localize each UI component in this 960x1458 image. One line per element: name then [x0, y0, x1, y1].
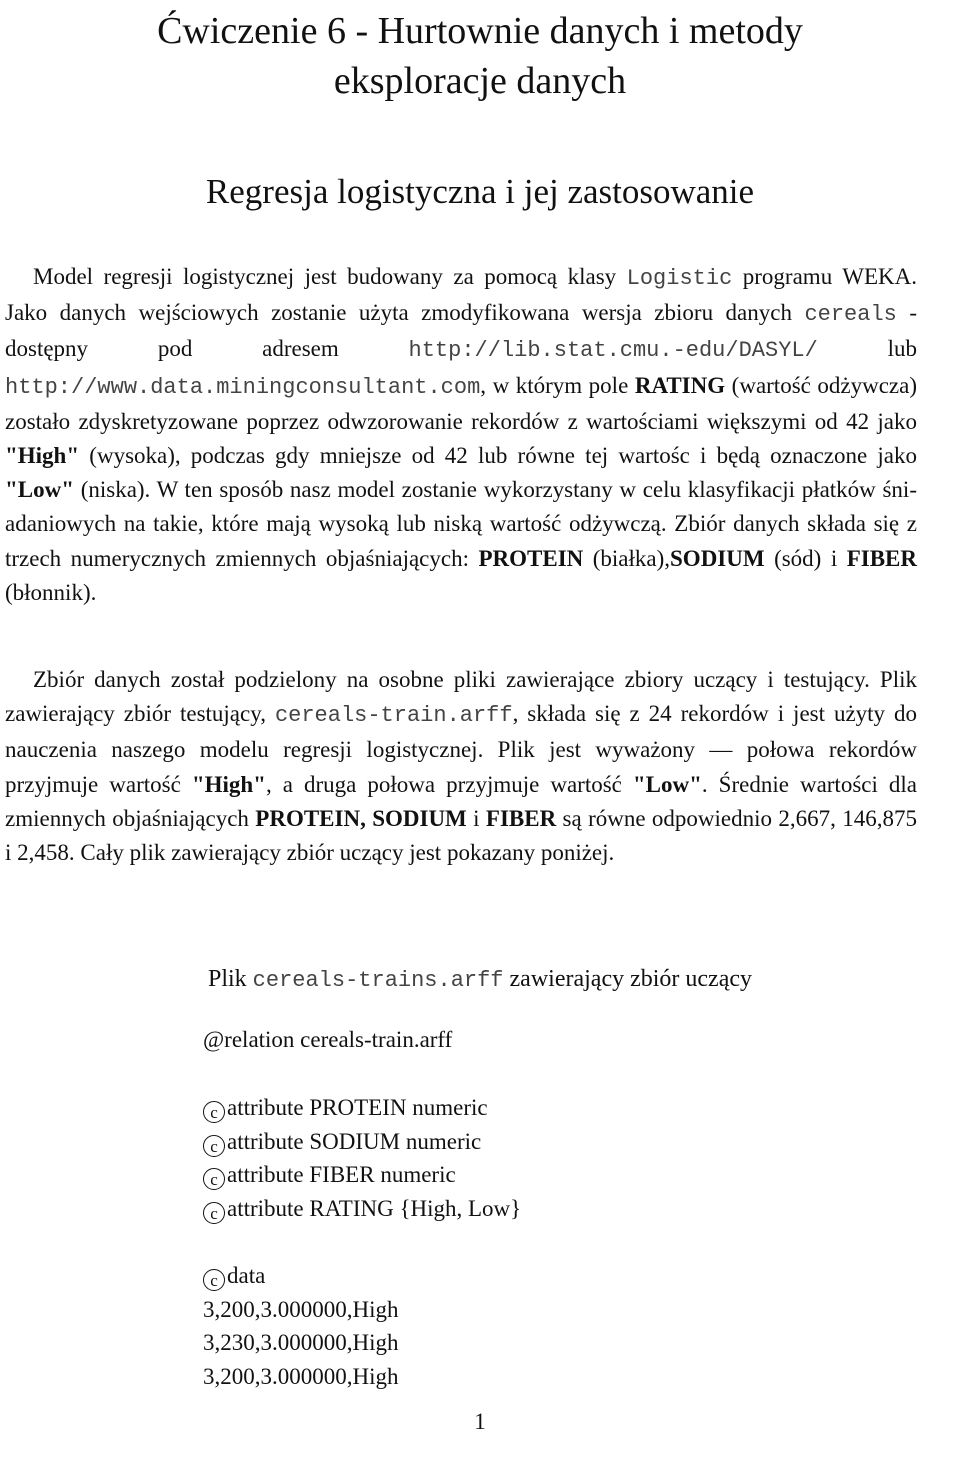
text-run: (białka), [583, 545, 671, 571]
section-title: Regresja logistyczna i jej zastosowanie [205, 172, 755, 211]
code-dataset-name: cereals [804, 302, 897, 328]
copyright-c-icon: c [203, 1168, 225, 1190]
page-number: 1 [474, 1409, 486, 1434]
arff-attribute-line [203, 1125, 521, 1159]
paragraph-intro [5, 260, 917, 610]
attribute-text: attribute PROTEIN numeric [227, 1095, 488, 1120]
bold-low: "Low" [5, 477, 74, 503]
arff-data-row: 3,200,3.000000,High [203, 1363, 399, 1389]
text-run: Zbiór danych został podzielony na osobne pliki zawierające zbiory uczący i testujący. Plik zawierający zbiór testujący, [5, 667, 917, 727]
attribute-text: attribute RATING {High, Low} [227, 1195, 522, 1221]
file-caption [0, 962, 960, 998]
bold-high: "High" [5, 443, 80, 469]
arff-relation-block [203, 1023, 452, 1057]
bold-fiber: FIBER [485, 805, 557, 831]
url-link-1[interactable]: http://lib.stat.cmu.-edu/DASYL/ [408, 338, 818, 364]
copyright-c-icon: c [203, 1101, 225, 1123]
text-run: i [466, 805, 486, 831]
copyright-c-icon: c [203, 1269, 225, 1291]
arff-attributes-block [203, 1091, 521, 1225]
text-run: Model regresji logistycznej jest budowany za pomocą klasy [33, 264, 627, 289]
text-run: . Średnie wartości dla zmiennych objaśniających [5, 771, 917, 831]
arff-data-block [203, 1259, 399, 1393]
text-run: Plik [207, 966, 253, 992]
text-run: (błonnik). [5, 579, 97, 605]
bold-fiber: FIBER [846, 545, 917, 571]
page-title [0, 6, 960, 106]
bold-low: "Low" [632, 771, 702, 797]
text-run: (wartość odżywcza) zostało zdyskretyzowane poprzez odwzorowanie rekordów z wartościami większymi od 42 jako [5, 372, 917, 434]
copyright-c-icon: c [203, 1135, 225, 1157]
arff-attribute-line [203, 1192, 521, 1226]
text-run: , w którym pole [480, 372, 635, 398]
title-line-2: eksploracje danych [333, 60, 627, 102]
title-line-1: Ćwiczenie 6 - Hurtownie danych i metody [157, 10, 803, 52]
bold-protein: PROTEIN [478, 545, 584, 571]
arff-data-row: 3,200,3.000000,High [203, 1296, 399, 1322]
code-class-name: Logistic [626, 266, 733, 291]
code-file-name: cereals-train.arff [274, 703, 513, 729]
paragraph-dataset [5, 663, 917, 870]
text-run: lub [817, 336, 917, 362]
url-link-2[interactable]: http://www.data.miningconsultant.com [5, 374, 481, 400]
text-run: , a druga połowa przyjmuje wartość [265, 771, 633, 797]
bold-protein-sodium: PROTEIN, SODIUM [255, 805, 467, 831]
text-run: są równe odpowiednio 2,667, 146,875 i 2,458. Cały plik zawierający zbiór uczący jest pokazany poniżej. [5, 805, 917, 866]
text-run: (niska). W ten sposób nasz model zostanie wykorzystany w celu klasyfikacji płatków śniadaniowych na takie, które mają wysoką lub niską wartość odżywczą. Zbiór danych składa się z trzech numerycznych zmiennych objaśniających: [5, 477, 917, 571]
arff-attribute-line [203, 1158, 521, 1192]
text-run: , składa się z 24 rekordów i jest użyty do nauczenia naszego modelu regresji logistycznej. Plik jest wyważony — połowa rekordów przyjmuje wartość [5, 701, 917, 797]
bold-high: "High" [191, 771, 266, 797]
text-run: zawierający zbiór uczący [503, 966, 753, 992]
bold-rating: RATING [634, 372, 726, 398]
arff-data-row: 3,230,3.000000,High [203, 1330, 399, 1355]
text-run: (sód) i [764, 545, 847, 571]
arff-relation-line: @relation cereals-train.arff [203, 1027, 453, 1052]
bold-sodium: SODIUM [670, 545, 765, 571]
data-keyword: data [227, 1263, 266, 1288]
caption-file-name: cereals-trains.arff [252, 968, 504, 993]
text-run: (wysoka), podczas gdy mniejsze od 42 lub równe tej wartośc i będą oznaczone jako [79, 443, 917, 469]
attribute-text: attribute SODIUM numeric [227, 1128, 482, 1154]
text-run: - dostępny pod adresem [5, 300, 917, 362]
attribute-text: attribute FIBER numeric [227, 1162, 456, 1187]
arff-data-keyword-line [203, 1259, 399, 1293]
copyright-c-icon: c [203, 1202, 225, 1224]
text-run: programu WEKA. Jako danych wejściowych zostanie użyta zmodyfikowana wersja zbioru danych [5, 264, 918, 326]
arff-attribute-line [203, 1091, 521, 1125]
